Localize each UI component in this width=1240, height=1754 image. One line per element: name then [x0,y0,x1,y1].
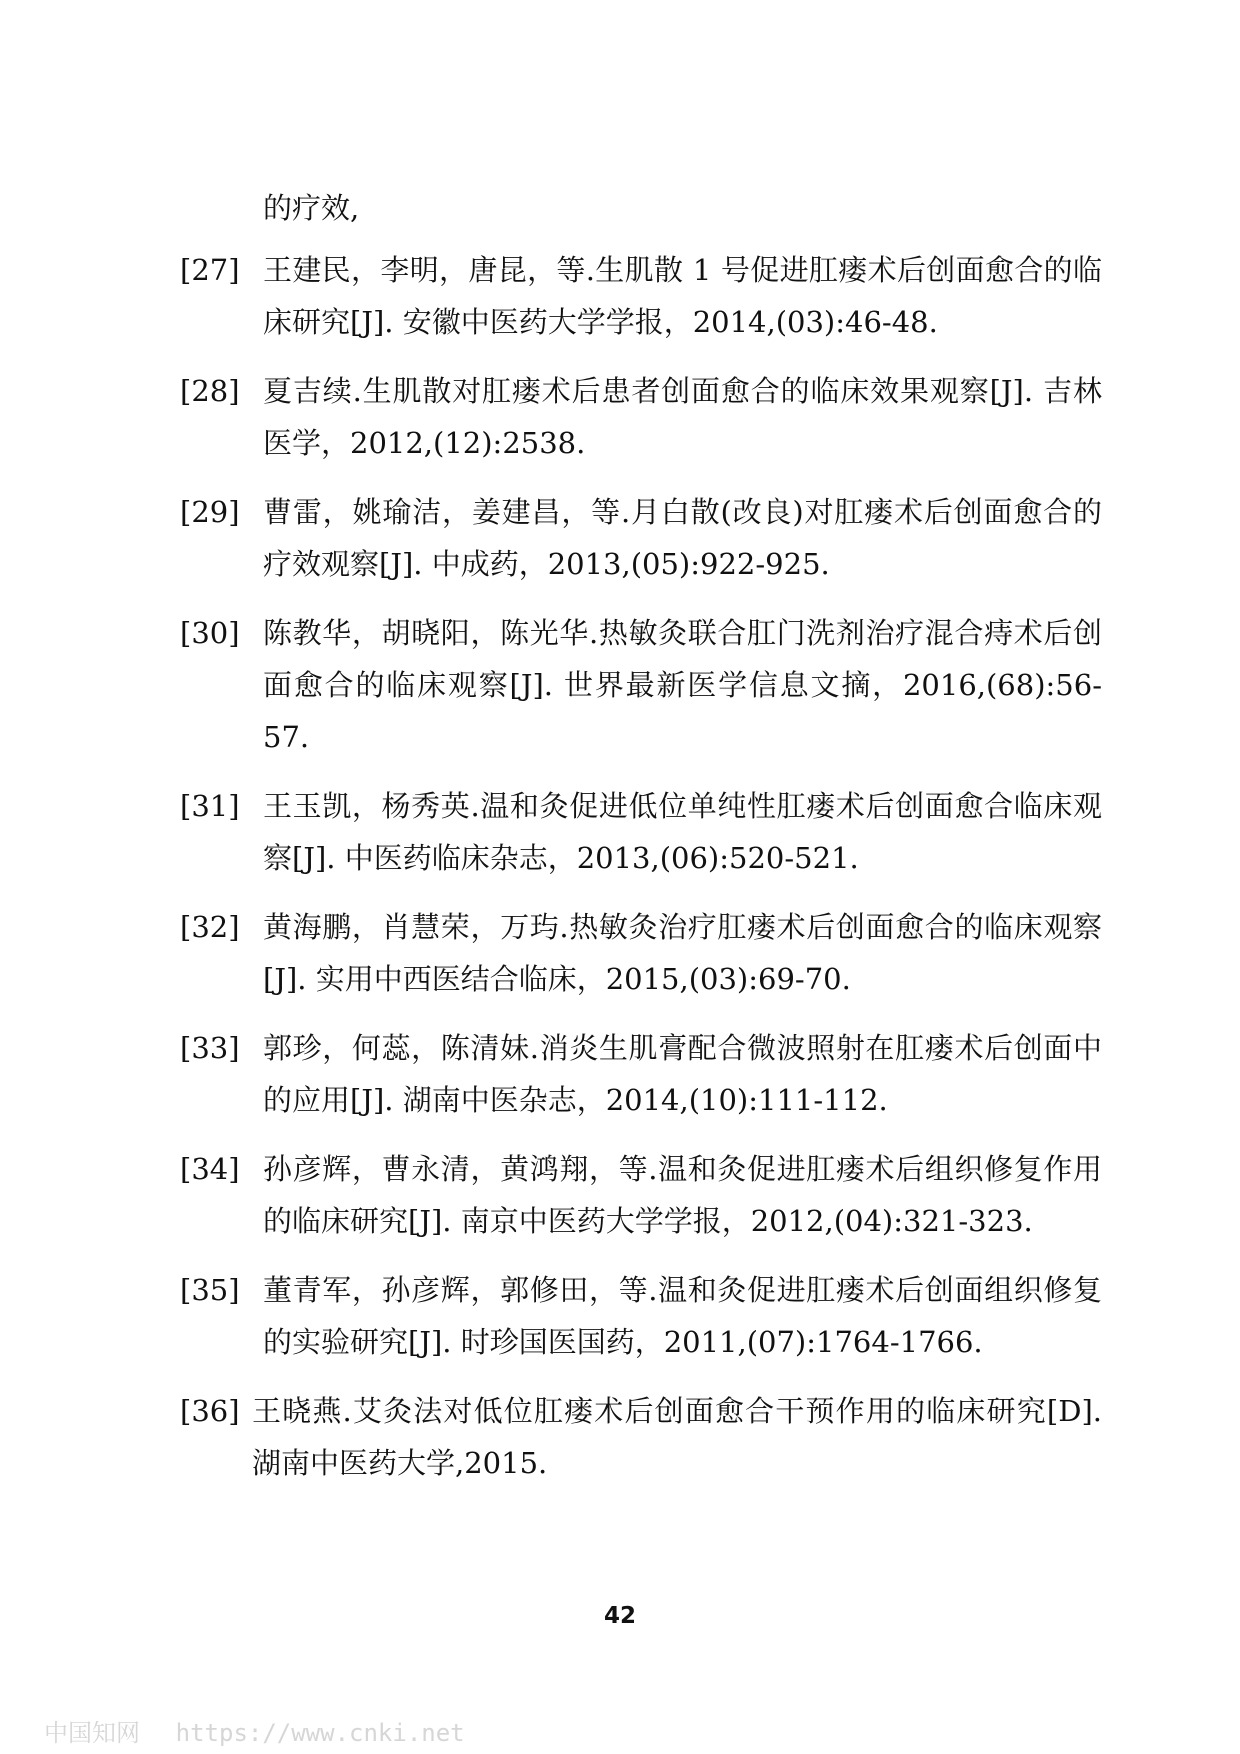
reference-number: [34] [180,1152,240,1186]
reference-number: [33] [180,1031,240,1065]
reference-number: [30] [180,616,240,650]
reference-text: 董青军，孙彦辉，郭修田，等.温和灸促进肛瘘术后创面组织修复的实验研究[J]. 时珍国医国药，2011,(07):1764-1766. [263,1273,1102,1359]
reference-entry [180,901,1102,1005]
reference-text: 孙彦辉，曹永清，黄鸿翔，等.温和灸促进肛瘘术后组织修复作用的临床研究[J]. 南京中医药大学学报，2012,(04):321-323. [263,1152,1102,1238]
reference-entry [180,1022,1102,1126]
reference-entry [180,486,1102,590]
reference-number: [36] [180,1394,240,1428]
reference-entry [180,1385,1102,1489]
reference-entry [180,1143,1102,1247]
reference-entry [180,1264,1102,1368]
reference-continuation: 的疗效, [263,191,360,225]
reference-number: [35] [180,1273,240,1307]
reference-text: 王晓燕.艾灸法对低位肛瘘术后创面愈合干预作用的临床研究[D]. 湖南中医药大学,2015. [252,1394,1102,1480]
reference-text: 王玉凯，杨秀英.温和灸促进低位单纯性肛瘘术后创面愈合临床观察[J]. 中医药临床杂志，2013,(06):520-521. [263,789,1102,875]
reference-number: [31] [180,789,240,823]
reference-text: 郭珍，何蕊，陈清妹.消炎生肌膏配合微波照射在肛瘘术后创面中的应用[J]. 湖南中医杂志，2014,(10):111-112. [263,1031,1102,1117]
reference-entry [180,780,1102,884]
cnki-watermark [44,1713,465,1748]
watermark-url[interactable]: https://www.cnki.net [175,1719,465,1747]
reference-number: [28] [180,374,240,408]
reference-entry [180,365,1102,469]
reference-entry [180,244,1102,348]
reference-list [180,244,1102,1506]
reference-text: 王建民，李明，唐昆，等.生肌散 1 号促进肛瘘术后创面愈合的临床研究[J]. 安徽中医药大学学报，2014,(03):46-48. [263,253,1102,339]
reference-text: 黄海鹏，肖慧荣，万玙.热敏灸治疗肛瘘术后创面愈合的临床观察[J]. 实用中西医结合临床，2015,(03):69-70. [263,910,1102,996]
reference-number: [32] [180,910,240,944]
reference-number: [29] [180,495,240,529]
reference-text: 陈教华，胡晓阳，陈光华.热敏灸联合肛门洗剂治疗混合痔术后创面愈合的临床观察[J]. 世界最新医学信息文摘，2016,(68):56-57. [263,616,1102,754]
reference-text: 曹雷，姚瑜洁，姜建昌，等.月白散(改良)对肛瘘术后创面愈合的疗效观察[J]. 中成药，2013,(05):922-925. [263,495,1102,581]
reference-number: [27] [180,253,240,287]
reference-text: 夏吉续.生肌散对肛瘘术后患者创面愈合的临床效果观察[J]. 吉林医学，2012,(12):2538. [263,374,1102,460]
watermark-site-name: 中国知网 [44,1719,140,1747]
reference-entry [180,607,1102,763]
page-number: 42 [603,1603,636,1629]
